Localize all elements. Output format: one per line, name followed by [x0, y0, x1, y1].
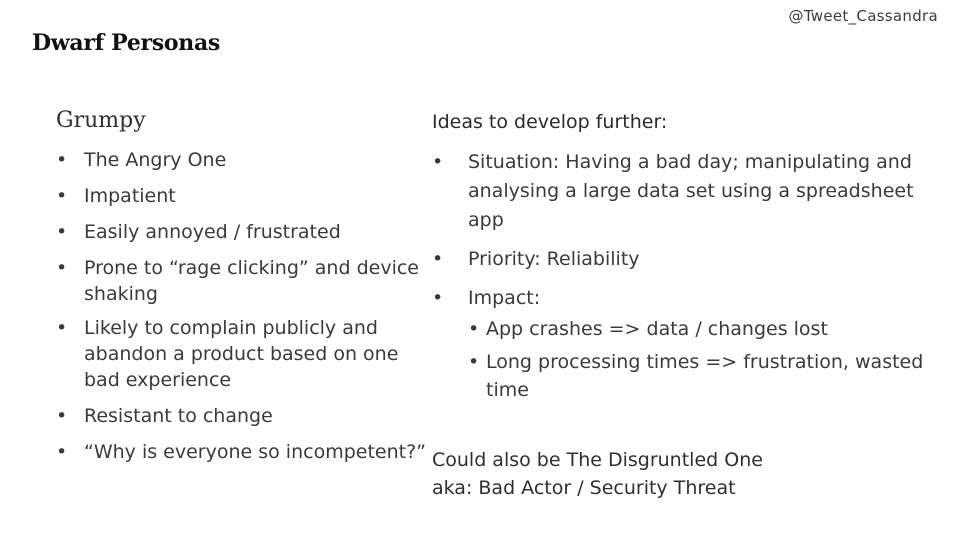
impact-subitem: • Long processing times => frustration, wasted time: [468, 348, 952, 404]
impact-label: Impact:: [468, 287, 541, 309]
persona-traits-list: [56, 147, 436, 465]
situation-item: • Situation: Having a bad day; manipulating and analysing a large data set using a spreadsheet app: [432, 148, 952, 235]
closing-line: aka: Bad Actor / Security Threat: [432, 477, 736, 499]
ideas-column: [432, 108, 952, 502]
closing-note: [432, 446, 952, 502]
trait-item: • Resistant to change: [56, 403, 436, 429]
persona-column: [56, 108, 436, 475]
trait-item: • Likely to complain publicly and abandon a product based on one bad experience: [56, 315, 436, 393]
trait-item: • “Why is everyone so incompetent?”: [56, 439, 436, 465]
ideas-heading: Ideas to develop further:: [432, 111, 668, 133]
impact-item: [432, 284, 952, 404]
persona-name: Grumpy: [56, 108, 146, 133]
priority-item: • Priority: Reliability: [432, 245, 952, 274]
slide-title: Dwarf Personas: [32, 30, 221, 56]
impact-subitem: • App crashes => data / changes lost: [468, 315, 952, 343]
closing-line: Could also be The Disgruntled One: [432, 449, 763, 471]
trait-item: • Prone to “rage clicking” and device shaking: [56, 255, 436, 307]
trait-item: • The Angry One: [56, 147, 436, 173]
trait-item: • Easily annoyed / frustrated: [56, 219, 436, 245]
ideas-list: [432, 148, 952, 404]
trait-item: • Impatient: [56, 183, 436, 209]
twitter-handle: @Tweet_Cassandra: [788, 7, 938, 25]
impact-sublist: [468, 315, 952, 404]
